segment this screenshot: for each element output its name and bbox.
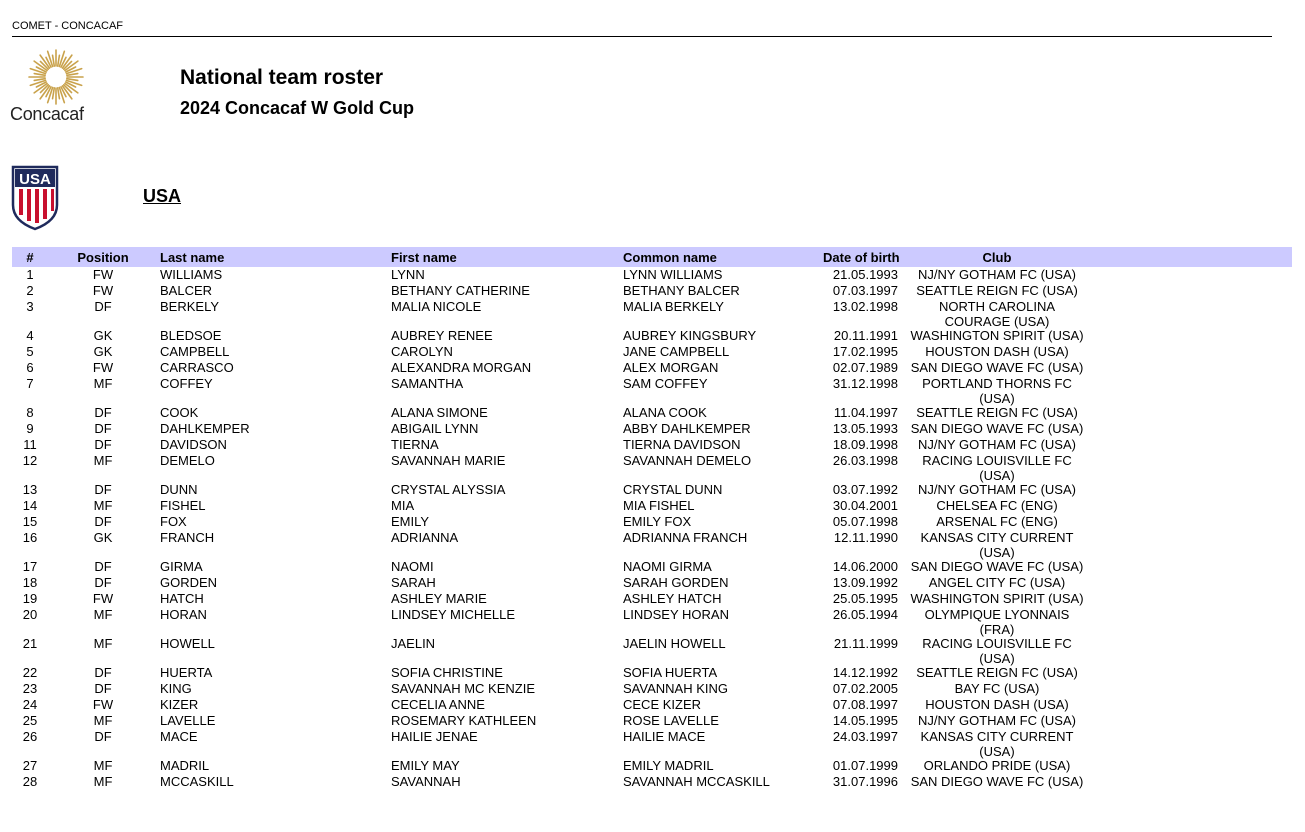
player-last-name: WILLIAMS <box>160 267 223 282</box>
player-number: 2 <box>26 283 34 298</box>
player-date-of-birth: 01.07.1999 <box>832 758 898 773</box>
player-date-of-birth: 14.05.1995 <box>832 713 898 728</box>
player-common-name: TIERNA DAVIDSON <box>623 437 741 452</box>
player-club: SEATTLE REIGN FC (USA) <box>916 283 1078 298</box>
header-rule <box>12 36 1272 37</box>
player-position: DF <box>94 514 112 529</box>
player-common-name: CECE KIZER <box>623 697 702 712</box>
player-first-name: CAROLYN <box>391 344 453 359</box>
player-position: DF <box>94 482 112 497</box>
table-row <box>12 437 1292 453</box>
player-last-name: BLEDSOE <box>160 328 222 343</box>
player-last-name: COFFEY <box>160 376 213 391</box>
player-last-name: HORAN <box>160 607 207 622</box>
player-last-name: DUNN <box>160 482 198 497</box>
player-position: DF <box>94 405 112 420</box>
player-club: SAN DIEGO WAVE FC (USA) <box>910 421 1084 436</box>
player-date-of-birth: 26.03.1998 <box>832 453 898 468</box>
player-last-name: KIZER <box>160 697 199 712</box>
player-first-name: EMILY MAY <box>391 758 460 773</box>
player-club: RACING LOUISVILLE FC (USA) <box>922 636 1072 666</box>
table-row <box>12 758 1292 774</box>
table-row <box>12 421 1292 437</box>
column-header-number: # <box>26 250 34 265</box>
table-row <box>12 665 1292 681</box>
player-date-of-birth: 07.02.2005 <box>832 681 898 696</box>
player-position: DF <box>94 421 112 436</box>
player-date-of-birth: 14.12.1992 <box>832 665 898 680</box>
player-first-name: MIA <box>391 498 415 513</box>
player-first-name: ABIGAIL LYNN <box>391 421 479 436</box>
table-row <box>12 328 1292 344</box>
player-date-of-birth: 11.04.1997 <box>833 405 898 420</box>
player-first-name: TIERNA <box>391 437 439 452</box>
player-club: HOUSTON DASH (USA) <box>925 697 1069 712</box>
player-position: DF <box>94 681 112 696</box>
player-common-name: ROSE LAVELLE <box>623 713 719 728</box>
player-number: 21 <box>22 636 38 651</box>
table-row <box>12 697 1292 713</box>
player-club: RACING LOUISVILLE FC (USA) <box>922 453 1072 483</box>
player-first-name: EMILY <box>391 514 430 529</box>
player-last-name: GIRMA <box>160 559 203 574</box>
team-name: USA <box>143 186 182 206</box>
player-date-of-birth: 05.07.1998 <box>832 514 898 529</box>
player-club: SEATTLE REIGN FC (USA) <box>916 665 1078 680</box>
table-row <box>12 344 1292 360</box>
player-first-name: CECELIA ANNE <box>391 697 485 712</box>
player-club: BAY FC (USA) <box>954 681 1040 696</box>
player-date-of-birth: 21.05.1993 <box>832 267 898 282</box>
column-header-common-name: Common name <box>623 250 717 265</box>
table-row <box>12 559 1292 575</box>
player-first-name: CRYSTAL ALYSSIA <box>391 482 506 497</box>
player-last-name: FRANCH <box>160 530 215 545</box>
player-club: SAN DIEGO WAVE FC (USA) <box>910 774 1084 789</box>
player-position: FW <box>92 591 114 606</box>
player-last-name: BALCER <box>160 283 213 298</box>
player-last-name: MADRIL <box>160 758 210 773</box>
player-common-name: ABBY DAHLKEMPER <box>623 421 751 436</box>
table-row <box>12 376 1292 405</box>
player-first-name: ADRIANNA <box>391 530 459 545</box>
player-position: FW <box>92 697 114 712</box>
player-position: GK <box>93 328 113 343</box>
table-row <box>12 636 1292 665</box>
player-club: WASHINGTON SPIRIT (USA) <box>910 591 1084 606</box>
table-row <box>12 713 1292 729</box>
player-position: DF <box>94 299 112 314</box>
player-common-name: SOFIA HUERTA <box>623 665 718 680</box>
column-header-last-name: Last name <box>160 250 225 265</box>
player-last-name: FISHEL <box>160 498 206 513</box>
player-first-name: SARAH <box>391 575 436 590</box>
player-common-name: SAVANNAH MCCASKILL <box>623 774 770 789</box>
table-row <box>12 299 1292 328</box>
player-last-name: HATCH <box>160 591 204 606</box>
player-club: SEATTLE REIGN FC (USA) <box>916 405 1078 420</box>
player-club: NJ/NY GOTHAM FC (USA) <box>918 713 1076 728</box>
player-position: DF <box>94 729 112 744</box>
player-date-of-birth: 25.05.1995 <box>832 591 898 606</box>
player-number: 18 <box>22 575 38 590</box>
player-number: 27 <box>22 758 38 773</box>
player-first-name: SAVANNAH MARIE <box>391 453 506 468</box>
player-number: 4 <box>26 328 34 343</box>
player-club: NJ/NY GOTHAM FC (USA) <box>918 482 1076 497</box>
player-last-name: MCCASKILL <box>160 774 234 789</box>
player-last-name: MACE <box>160 729 198 744</box>
player-common-name: MALIA BERKELY <box>623 299 724 314</box>
player-first-name: BETHANY CATHERINE <box>391 283 530 298</box>
player-common-name: SARAH GORDEN <box>623 575 729 590</box>
table-row <box>12 774 1292 790</box>
player-club: HOUSTON DASH (USA) <box>925 344 1069 359</box>
player-last-name: DAHLKEMPER <box>160 421 250 436</box>
player-date-of-birth: 12.11.1990 <box>833 530 898 545</box>
player-first-name: ALANA SIMONE <box>391 405 488 420</box>
player-last-name: DAVIDSON <box>160 437 227 452</box>
player-date-of-birth: 24.03.1997 <box>832 729 898 744</box>
player-position: DF <box>94 437 112 452</box>
table-row <box>12 591 1292 607</box>
page-title: National team roster <box>180 66 384 89</box>
player-date-of-birth: 21.11.1999 <box>833 636 898 651</box>
player-date-of-birth: 14.06.2000 <box>832 559 898 574</box>
player-position: MF <box>93 498 113 513</box>
player-number: 9 <box>26 421 34 436</box>
column-header-first-name: First name <box>391 250 457 265</box>
player-club: KANSAS CITY CURRENT (USA) <box>920 729 1074 759</box>
player-last-name: HOWELL <box>160 636 215 651</box>
us-soccer-crest-icon <box>11 165 59 231</box>
column-header-date-of-birth: Date of birth <box>823 250 900 265</box>
player-first-name: ASHLEY MARIE <box>391 591 487 606</box>
player-common-name: ASHLEY HATCH <box>623 591 722 606</box>
player-first-name: HAILIE JENAE <box>391 729 478 744</box>
player-position: DF <box>94 559 112 574</box>
table-row <box>12 267 1292 283</box>
table-row <box>12 283 1292 299</box>
player-club: NJ/NY GOTHAM FC (USA) <box>918 437 1076 452</box>
player-date-of-birth: 31.12.1998 <box>832 376 898 391</box>
roster-table <box>12 247 1292 790</box>
player-date-of-birth: 13.09.1992 <box>832 575 898 590</box>
player-position: DF <box>94 665 112 680</box>
player-number: 15 <box>22 514 38 529</box>
player-common-name: ALANA COOK <box>623 405 707 420</box>
player-number: 23 <box>22 681 38 696</box>
player-date-of-birth: 07.03.1997 <box>832 283 898 298</box>
player-number: 19 <box>22 591 38 606</box>
player-position: GK <box>93 530 113 545</box>
player-number: 24 <box>22 697 38 712</box>
player-last-name: FOX <box>160 514 187 529</box>
player-club: SAN DIEGO WAVE FC (USA) <box>910 559 1084 574</box>
player-number: 16 <box>22 530 38 545</box>
column-header-position: Position <box>77 250 129 265</box>
player-number: 20 <box>22 607 38 622</box>
player-date-of-birth: 02.07.1989 <box>832 360 898 375</box>
player-common-name: MIA FISHEL <box>623 498 695 513</box>
player-date-of-birth: 07.08.1997 <box>832 697 898 712</box>
player-last-name: DEMELO <box>160 453 215 468</box>
sun-icon <box>27 48 85 106</box>
player-club: SAN DIEGO WAVE FC (USA) <box>910 360 1084 375</box>
player-number: 5 <box>26 344 34 359</box>
player-number: 17 <box>22 559 38 574</box>
player-first-name: SAVANNAH MC KENZIE <box>391 681 535 696</box>
logo-wordmark: Concacaf <box>10 104 84 124</box>
table-body <box>12 267 1292 790</box>
player-first-name: SAMANTHA <box>391 376 464 391</box>
table-row <box>12 498 1292 514</box>
table-row <box>12 575 1292 591</box>
player-common-name: HAILIE MACE <box>623 729 706 744</box>
player-last-name: HUERTA <box>160 665 213 680</box>
player-number: 25 <box>22 713 38 728</box>
player-first-name: AUBREY RENEE <box>391 328 493 343</box>
table-row <box>12 607 1292 636</box>
player-number: 12 <box>22 453 38 468</box>
player-number: 22 <box>22 665 38 680</box>
player-number: 3 <box>26 299 34 314</box>
player-position: DF <box>94 575 112 590</box>
player-date-of-birth: 18.09.1998 <box>832 437 898 452</box>
player-common-name: EMILY FOX <box>623 514 692 529</box>
table-row <box>12 514 1292 530</box>
player-club: ORLANDO PRIDE (USA) <box>923 758 1071 773</box>
player-first-name: SOFIA CHRISTINE <box>391 665 503 680</box>
player-club: CHELSEA FC (ENG) <box>936 498 1058 513</box>
player-club: NJ/NY GOTHAM FC (USA) <box>918 267 1076 282</box>
player-number: 26 <box>22 729 38 744</box>
player-common-name: ALEX MORGAN <box>623 360 719 375</box>
player-number: 6 <box>26 360 34 375</box>
player-number: 8 <box>26 405 34 420</box>
player-common-name: BETHANY BALCER <box>623 283 740 298</box>
player-common-name: CRYSTAL DUNN <box>623 482 723 497</box>
player-common-name: SAVANNAH KING <box>623 681 728 696</box>
player-date-of-birth: 13.05.1993 <box>832 421 898 436</box>
crest-text: USA <box>19 171 51 188</box>
player-common-name: ADRIANNA FRANCH <box>623 530 748 545</box>
player-club: NORTH CAROLINA COURAGE (USA) <box>938 299 1056 329</box>
player-position: MF <box>93 713 113 728</box>
player-club: PORTLAND THORNS FC (USA) <box>922 376 1072 406</box>
player-position: MF <box>93 636 113 651</box>
player-date-of-birth: 26.05.1994 <box>832 607 898 622</box>
player-club: ARSENAL FC (ENG) <box>936 514 1058 529</box>
player-last-name: LAVELLE <box>160 713 216 728</box>
player-position: FW <box>92 360 114 375</box>
player-last-name: BERKELY <box>160 299 220 314</box>
player-first-name: LINDSEY MICHELLE <box>391 607 516 622</box>
player-first-name: ROSEMARY KATHLEEN <box>391 713 537 728</box>
player-last-name: CARRASCO <box>160 360 234 375</box>
player-club: OLYMPIQUE LYONNAIS (FRA) <box>924 607 1070 637</box>
column-header-club: Club <box>982 250 1012 265</box>
player-number: 7 <box>26 376 34 391</box>
player-last-name: GORDEN <box>160 575 218 590</box>
table-row <box>12 360 1292 376</box>
player-date-of-birth: 17.02.1995 <box>832 344 898 359</box>
player-first-name: SAVANNAH <box>391 774 461 789</box>
player-club: KANSAS CITY CURRENT (USA) <box>920 530 1074 560</box>
page-subtitle: 2024 Concacaf W Gold Cup <box>180 98 415 118</box>
player-last-name: CAMPBELL <box>160 344 230 359</box>
table-row <box>12 530 1292 559</box>
player-club: ANGEL CITY FC (USA) <box>928 575 1066 590</box>
player-common-name: JANE CAMPBELL <box>623 344 730 359</box>
table-row <box>12 729 1292 758</box>
player-common-name: JAELIN HOWELL <box>623 636 726 651</box>
player-date-of-birth: 31.07.1996 <box>832 774 898 789</box>
player-number: 13 <box>22 482 38 497</box>
player-number: 11 <box>23 437 37 452</box>
player-date-of-birth: 20.11.1991 <box>833 328 898 343</box>
player-number: 28 <box>22 774 38 789</box>
table-row <box>12 453 1292 482</box>
player-date-of-birth: 30.04.2001 <box>832 498 898 513</box>
player-number: 1 <box>26 267 34 282</box>
document-source: COMET - CONCACAF <box>12 20 124 32</box>
player-first-name: ALEXANDRA MORGAN <box>391 360 532 375</box>
player-last-name: COOK <box>160 405 199 420</box>
player-position: MF <box>93 453 113 468</box>
player-position: FW <box>92 283 114 298</box>
player-club: WASHINGTON SPIRIT (USA) <box>910 328 1084 343</box>
player-position: MF <box>93 774 113 789</box>
player-first-name: LYNN <box>391 267 425 282</box>
table-row <box>12 482 1292 498</box>
table-row <box>12 405 1292 421</box>
player-common-name: SAM COFFEY <box>623 376 708 391</box>
table-row <box>12 681 1292 697</box>
table-header <box>12 247 1292 267</box>
player-first-name: MALIA NICOLE <box>391 299 482 314</box>
player-date-of-birth: 13.02.1998 <box>832 299 898 314</box>
player-common-name: AUBREY KINGSBURY <box>623 328 757 343</box>
player-position: GK <box>93 344 113 359</box>
player-common-name: NAOMI GIRMA <box>623 559 712 574</box>
player-position: MF <box>93 376 113 391</box>
player-position: MF <box>93 758 113 773</box>
player-common-name: LYNN WILLIAMS <box>623 267 723 282</box>
player-last-name: KING <box>160 681 192 696</box>
player-first-name: JAELIN <box>391 636 436 651</box>
concacaf-logo <box>10 48 110 128</box>
player-date-of-birth: 03.07.1992 <box>832 482 898 497</box>
player-common-name: SAVANNAH DEMELO <box>623 453 752 468</box>
player-number: 14 <box>22 498 38 513</box>
player-common-name: LINDSEY HORAN <box>623 607 729 622</box>
player-position: FW <box>92 267 114 282</box>
player-common-name: EMILY MADRIL <box>623 758 714 773</box>
player-position: MF <box>93 607 113 622</box>
player-first-name: NAOMI <box>391 559 434 574</box>
